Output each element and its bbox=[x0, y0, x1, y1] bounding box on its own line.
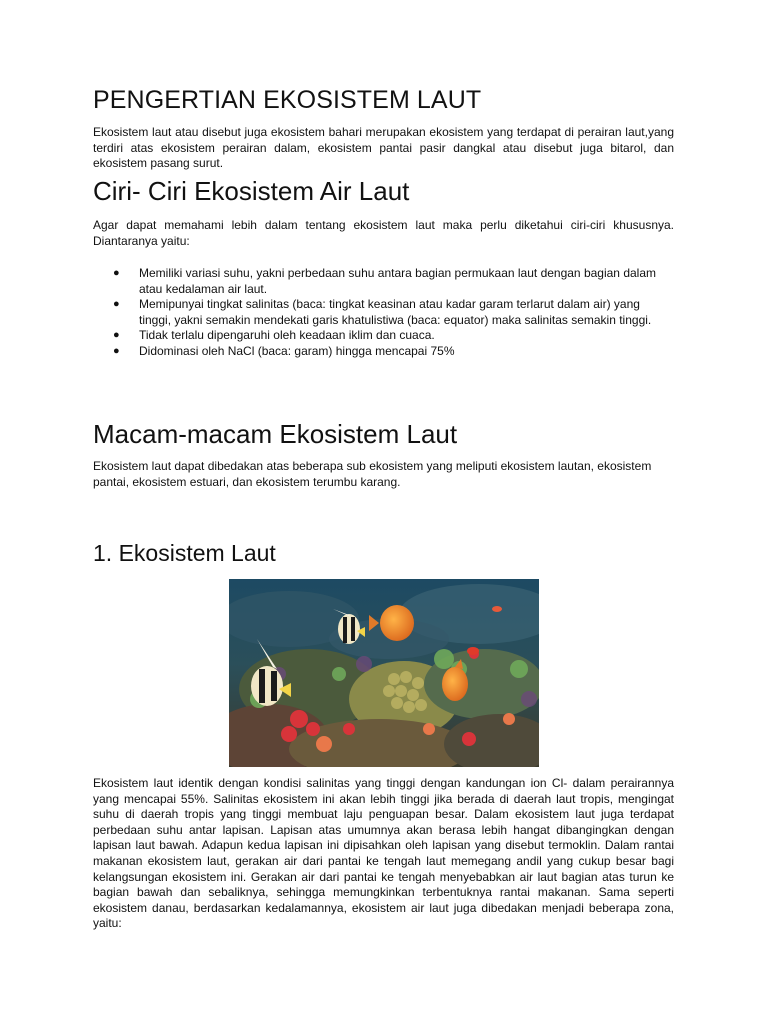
list-item bbox=[93, 344, 659, 360]
list-item bbox=[93, 328, 659, 344]
macam-heading: Macam-macam Ekosistem Laut bbox=[93, 419, 458, 449]
list-item bbox=[93, 266, 659, 297]
bullet-icon: ● bbox=[113, 329, 120, 342]
ekosistem-laut-paragraph: Ekosistem laut identik dengan kondisi salinitas yang tinggi dengan kandungan ion Cl- dalam perairannya yang mencapai 55%. Salinitas ekosistem ini akan lebih tinggi jika berada di daerah laut tropis, mengingat suhu di daerah tropis yang tinggi membuat laju penguapan besar. Dalam ekosistem laut juga terdapat perbedaan suhu antar lapisan. Lapisan atas umumnya akan berasa lebih hangat dibangingkan dengan lapisan laut bawah. Adapun kedua lapisan ini dipisahkan oleh lapisan yang disebut termoklin. Dalam rantai makanan ekosistem laut, gerakan air dari pantai ke tengah laut memegang andil yang cukup besar bagi kelangsungan ekosistem ini. Gerakan air dari pantai ke tengah menyebabkan air laut bagian atas turun ke bagian bawah dan sebaliknya, sehingga memungkinkan terbentuknya rantai makanan. Sama seperti ekosistem danau, berdasarkan kedalamannya, ekosistem air laut juga dibedakan menjadi beberapa zona, yaitu: bbox=[93, 776, 674, 931]
list-item bbox=[93, 297, 659, 328]
bullet-icon: ● bbox=[113, 267, 120, 279]
page-title: PENGERTIAN EKOSISTEM LAUT bbox=[93, 86, 482, 114]
ciri-heading: Ciri- Ciri Ekosistem Air Laut bbox=[93, 176, 410, 206]
bullet-icon: ● bbox=[113, 344, 120, 357]
list-item-text: Tidak terlalu dipengaruhi oleh keadaan iklim dan cuaca. bbox=[139, 328, 435, 343]
intro-paragraph: Ekosistem laut atau disebut juga ekosistem bahari merupakan ekosistem yang terdapat di perairan laut,yang terdiri atas ekosistem perairan dalam, ekosistem pantai pasir dangkal atau disebut juga bitarol, dan ekosistem pasang surut. bbox=[93, 125, 674, 171]
ciri-paragraph: Agar dapat memahami lebih dalam tentang ekosistem laut maka perlu diketahui ciri-ciri khususnya. Diantaranya yaitu: bbox=[93, 218, 674, 248]
ciri-list bbox=[93, 266, 674, 360]
macam-paragraph: Ekosistem laut dapat dibedakan atas beberapa sub ekosistem yang meliputi ekosistem lautan, ekosistem pantai, ekosistem estuari, dan ekosistem terumbu karang. bbox=[93, 459, 652, 489]
list-item-text: Memiliki variasi suhu, yakni perbedaan suhu antara bagian permukaan laut dengan bagian dalam atau kedalaman air laut. bbox=[139, 266, 656, 296]
section-heading-ekosistem-laut: 1. Ekosistem Laut bbox=[93, 540, 276, 566]
list-item-text: Memipunyai tingkat salinitas (baca: tingkat keasinan atau kadar garam terlarut dalam air) yang tinggi, yakni semakin mendekati garis khatulistiwa (baca: equator) maka salinitas semakin tinggi. bbox=[139, 297, 652, 327]
coral-reef-image bbox=[229, 579, 539, 767]
bullet-icon: ● bbox=[113, 298, 120, 311]
list-item-text: Didominasi oleh NaCl (baca: garam) hingga mencapai 75% bbox=[139, 343, 455, 358]
